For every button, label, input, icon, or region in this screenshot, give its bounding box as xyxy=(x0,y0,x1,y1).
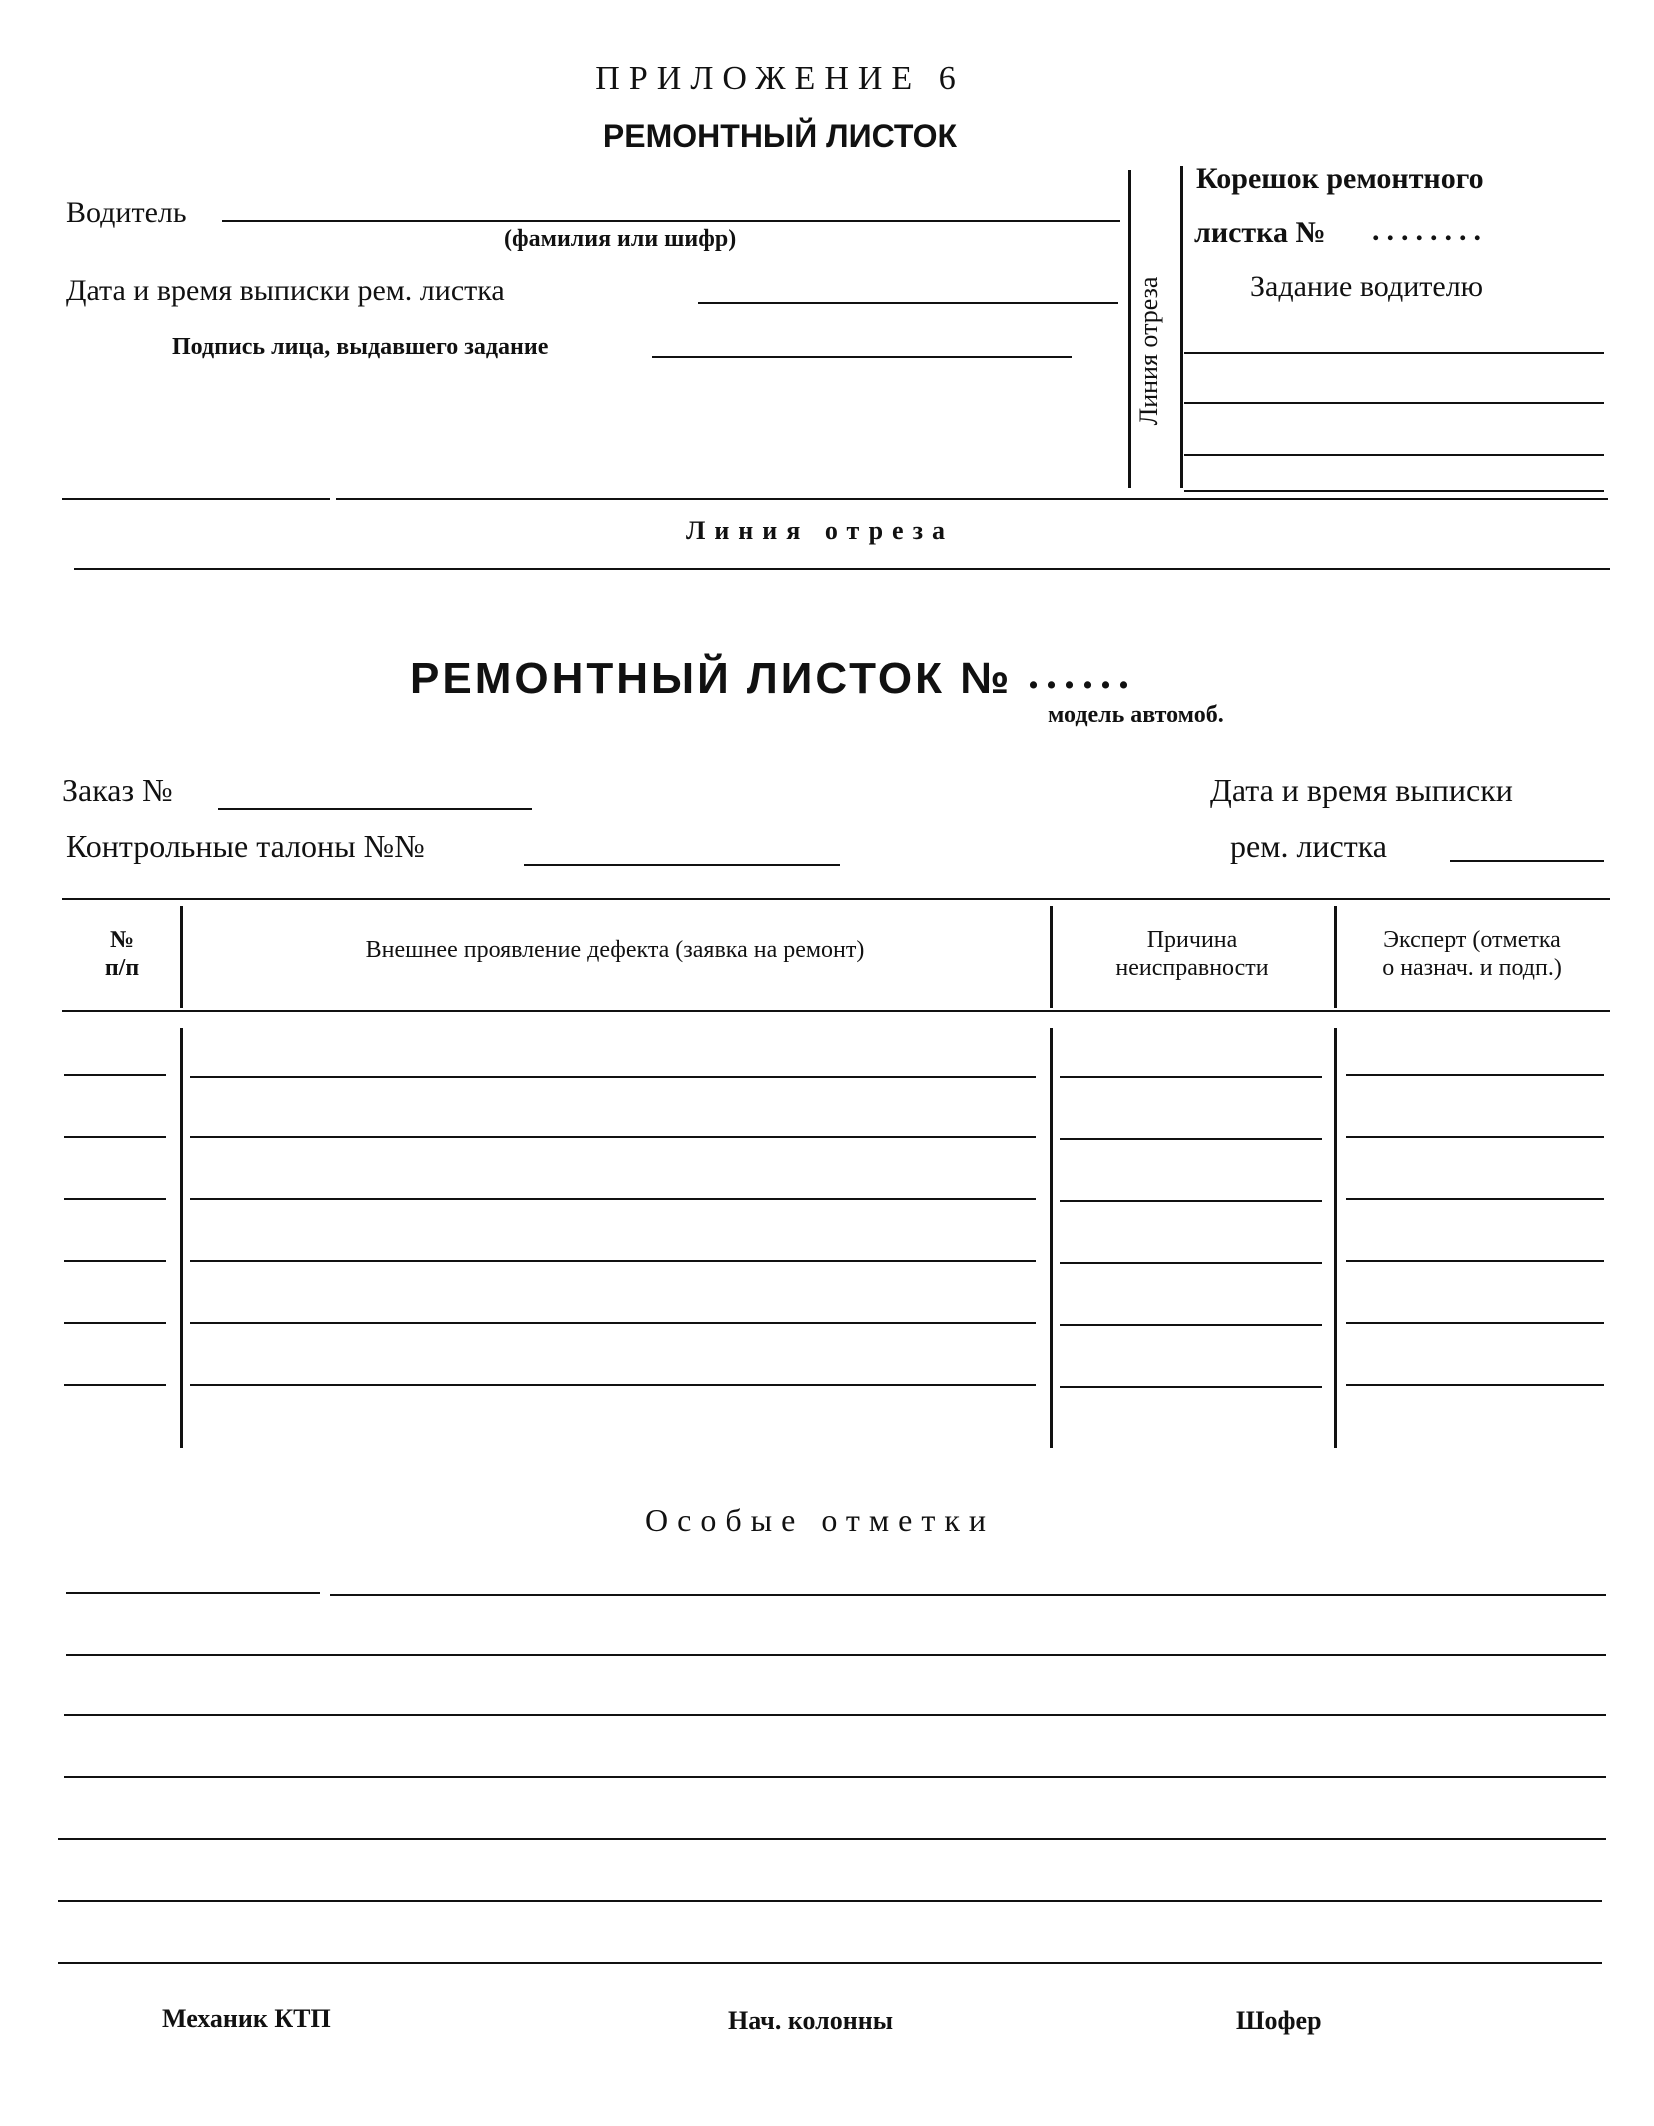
stub-task-line[interactable] xyxy=(1184,490,1604,492)
column-divider xyxy=(1050,1028,1053,1448)
header-cause: Причина неисправности xyxy=(1115,927,1269,981)
signature-field[interactable] xyxy=(652,356,1072,358)
notes-line[interactable] xyxy=(58,1838,1606,1840)
notes-line[interactable] xyxy=(66,1654,1606,1656)
coupons-label: Контрольные талоны №№ xyxy=(66,828,425,864)
notes-line[interactable] xyxy=(58,1962,1602,1964)
header-expert: Эксперт (отметка о назнач. и подп.) xyxy=(1382,927,1562,981)
signature-driver: Шофер xyxy=(1236,2006,1322,2035)
main-issue-datetime-line1: Дата и время выписки xyxy=(1210,772,1513,808)
special-notes-label: Особые отметки xyxy=(645,1502,995,1538)
column-divider xyxy=(1334,1028,1337,1448)
column-divider xyxy=(1334,906,1337,1008)
driver-hint: (фамилия или шифр) xyxy=(504,226,737,252)
signature-mechanic: Механик КТП xyxy=(162,2004,331,2033)
issue-datetime-label: Дата и время выписки рем. листка xyxy=(66,274,505,307)
column-divider xyxy=(1050,906,1053,1008)
coupons-field[interactable] xyxy=(524,864,840,866)
issue-datetime-field[interactable] xyxy=(698,302,1118,304)
stub-task-line[interactable] xyxy=(1184,352,1604,354)
stub-title-line1: Корешок ремонтного xyxy=(1196,162,1484,195)
table-header-border xyxy=(62,1010,1610,1012)
cut-line-top xyxy=(336,498,1608,500)
driver-label: Водитель xyxy=(66,196,187,229)
stub-task-line[interactable] xyxy=(1184,402,1604,404)
order-field[interactable] xyxy=(218,808,532,810)
notes-line[interactable] xyxy=(66,1592,320,1594)
notes-line[interactable] xyxy=(330,1594,1606,1596)
stub-number-dots: ........ xyxy=(1372,214,1488,247)
order-label: Заказ № xyxy=(62,772,173,808)
column-divider xyxy=(180,1028,183,1448)
cut-line-top xyxy=(62,498,330,500)
main-number-dots: ...... xyxy=(1028,649,1136,698)
main-issue-datetime-line2: рем. листка xyxy=(1230,828,1387,864)
cut-line-vertical-right xyxy=(1180,166,1183,488)
appendix-subtitle: РЕМОНТНЫЙ ЛИСТОК xyxy=(602,118,958,154)
header-number: № п/п xyxy=(104,927,140,981)
table-top-border xyxy=(62,898,1610,900)
driver-field[interactable] xyxy=(222,220,1120,222)
cut-line-vertical-left xyxy=(1128,170,1131,488)
appendix-title: ПРИЛОЖЕНИЕ 6 xyxy=(595,60,965,97)
cut-line-bottom xyxy=(74,568,1610,570)
signature-label: Подпись лица, выдавшего задание xyxy=(172,334,549,360)
signature-column-head: Нач. колонны xyxy=(728,2006,893,2035)
stub-task-label: Задание водителю xyxy=(1250,270,1484,303)
stub-task-line[interactable] xyxy=(1184,454,1604,456)
cut-line-vertical-label: Линия отреза xyxy=(1134,276,1163,426)
stub-title-line2: листка № xyxy=(1194,216,1326,249)
main-issue-datetime-field[interactable] xyxy=(1450,860,1604,862)
model-label: модель автомоб. xyxy=(1048,702,1224,728)
header-defect: Внешнее проявление дефекта (заявка на ремонт) xyxy=(365,937,865,963)
notes-line[interactable] xyxy=(58,1900,1602,1902)
notes-line[interactable] xyxy=(64,1714,1606,1716)
notes-line[interactable] xyxy=(64,1776,1606,1778)
cut-line-label: Линия отреза xyxy=(685,516,955,545)
column-divider xyxy=(180,906,183,1008)
main-title: РЕМОНТНЫЙ ЛИСТОК № xyxy=(410,654,1013,703)
